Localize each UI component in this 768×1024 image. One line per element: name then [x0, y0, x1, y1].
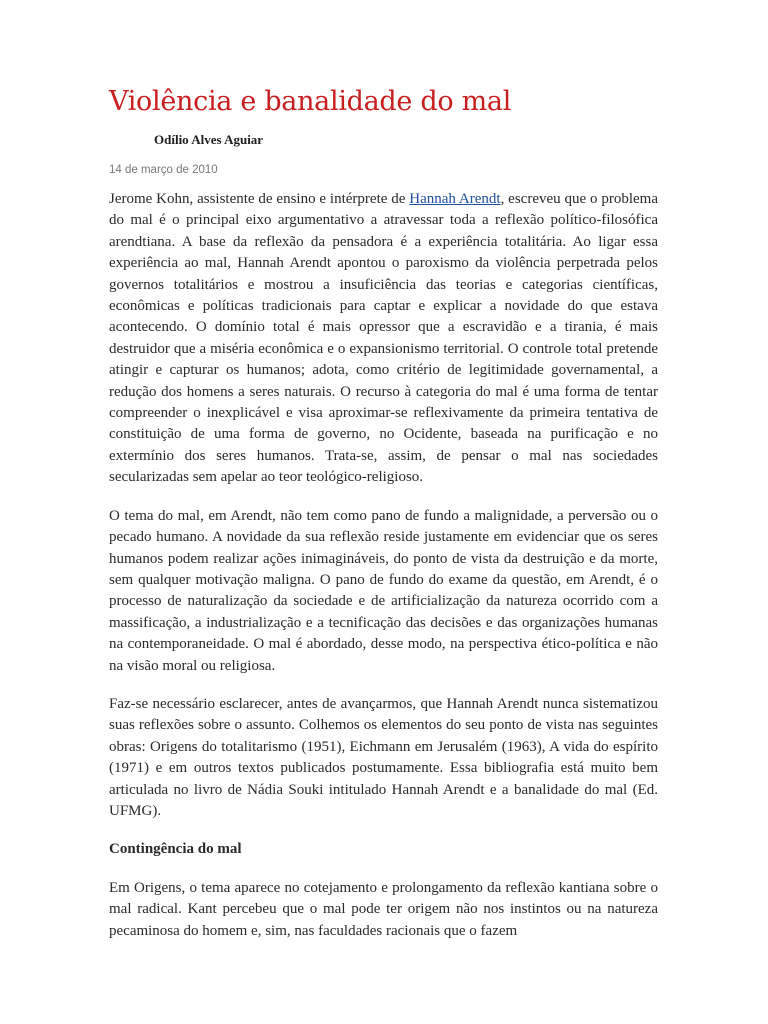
- paragraph-1-after-link: , escreveu que o problema do mal é o principal eixo argumentativo a atravessar toda a reflexão político-filosófica arendtiana. A base da reflexão da pensadora é a experiência totalitária. Ao ligar essa experiência ao mal, Hannah Arendt apontou o paroxismo da violência perpetrada pelos governos totalitários e mostrou a insuficiência das teorias e categorias científicas, econômicas e políticas tradicionais para captar e explicar a novidade do que estava acontecendo. O domínio total é mais opressor que a escravidão e a tirania, é mais destruidor que a miséria econômica e o expansionismo territorial. O controle total pretende atingir e capturar os humanos; adota, como critério de legitimidade governamental, a redução dos homens a seres naturais. O recurso à categoria do mal é uma forma de tentar compreender o inexplicável e visa aproximar-se reflexivamente da primeira tentativa de constituição de uma forma de governo, no Ocidente, baseada na purificação e no extermínio dos seres humanos. Trata-se, assim, de pensar o mal nas sociedades secularizadas sem apelar ao teor teológico-religioso.: [109, 191, 658, 486]
- article-author: Odílio Alves Aguiar: [154, 132, 264, 147]
- paragraph-1-before-link: Jerome Kohn, assistente de ensino e intérprete de: [109, 191, 410, 207]
- paragraph-3: Faz-se necessário esclarecer, antes de avançarmos, que Hannah Arendt nunca sistematizou suas reflexões sobre o assunto. Colhemos os elementos do seu ponto de vista nas seguintes obras: Origens do totalitarismo (1951), Eichmann em Jerusalém (1963), A vida do espírito (1971) e em outros textos publicados postumamente. Essa bibliografia está muito bem articulada no livro de Nádia Souki intitulado Hannah Arendt e a banalidade do mal (Ed. UFMG).: [109, 695, 658, 819]
- paragraph-4: Em Origens, o tema aparece no cotejamento e prolongamento da reflexão kantiana sobre o mal radical. Kant percebeu que o mal pode ter origem não nos instintos ou na natureza pecaminosa do homem e, sim, nas faculdades racionais que o fazem: [109, 879, 658, 939]
- paragraph-1: [109, 189, 658, 489]
- section-heading: Contingência do mal: [109, 841, 242, 858]
- hannah-arendt-link[interactable]: Hannah Arendt: [409, 191, 501, 207]
- article-title: Violência e banalidade do mal: [109, 86, 512, 117]
- article-date: 14 de março de 2010: [109, 164, 218, 176]
- article-body: [109, 189, 658, 959]
- paragraph-2: O tema do mal, em Arendt, não tem como pano de fundo a malignidade, a perversão ou o pecado humano. A novidade da sua reflexão reside justamente em evidenciar que os seres humanos podem realizar ações inimagináveis, do ponto de vista da destruição e da morte, sem qualquer motivação maligna. O pano de fundo do exame da questão, em Arendt, é o processo de naturalização da sociedade e de artificialização da natureza ocorrido com a massificação, a industrialização e a tecnificação das decisões e das organizações humanas na contemporaneidade. O mal é abordado, desse modo, na perspectiva ético-política e não na visão moral ou religiosa.: [109, 507, 658, 674]
